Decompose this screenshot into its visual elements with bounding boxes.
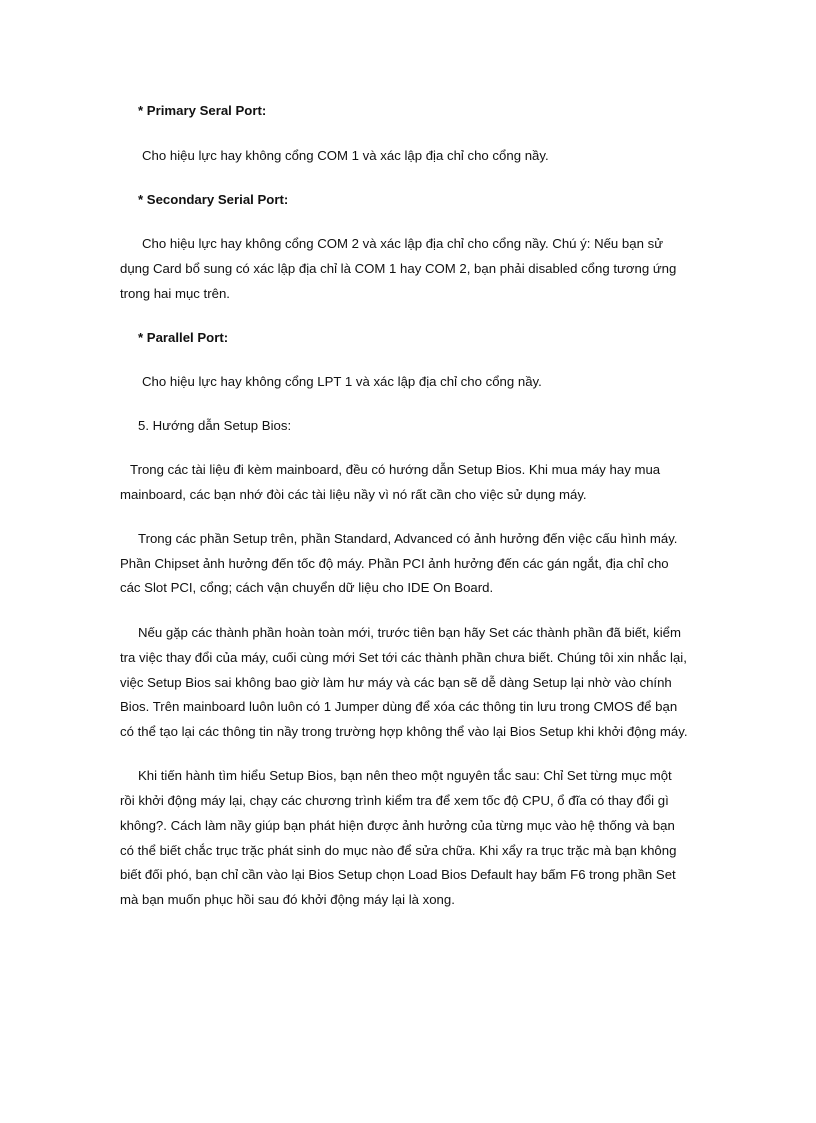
paragraph-4-line-6: mà bạn muốn phục hồi sau đó khởi động máy lại là xong.: [120, 892, 455, 907]
secondary-serial-line-3: trong hai mục trên.: [120, 286, 230, 301]
paragraph-4-line-1: Khi tiến hành tìm hiểu Setup Bios, bạn nên theo một nguyên tắc sau: Chỉ Set từng mục một: [138, 768, 672, 783]
paragraph-4-line-5: biết đối phó, bạn chỉ cần vào lại Bios Setup chọn Load Bios Default hay bấm F6 trong phần Set: [120, 867, 676, 882]
primary-serial-heading: * Primary Seral Port:: [138, 103, 267, 118]
parallel-heading: * Parallel Port:: [138, 330, 229, 345]
secondary-serial-heading: * Secondary Serial Port:: [138, 192, 289, 207]
paragraph-4-line-4: có thể biết chắc trục trặc phát sinh do mục nào để sửa chữa. Khi xẩy ra trục trặc mà bạn không: [120, 843, 677, 858]
paragraph-4-line-3: không?. Cách làm nầy giúp bạn phát hiện được ảnh hưởng của từng mục vào hệ thống và bạn: [120, 818, 675, 833]
paragraph-1-line-1: Trong các tài liệu đi kèm mainboard, đều có hướng dẫn Setup Bios. Khi mua máy hay mua: [130, 462, 661, 477]
paragraph-3-line-1: Nếu gặp các thành phần hoàn toàn mới, trước tiên bạn hãy Set các thành phần đã biết, kiểm: [138, 625, 681, 640]
secondary-serial-line-1: Cho hiệu lực hay không cổng COM 2 và xác lập địa chỉ cho cổng nầy. Chú ý: Nếu bạn sử: [142, 236, 664, 251]
paragraph-3-line-5: có thể tạo lại các thông tin nầy trong trường hợp không thể vào lại Bios Setup khi khởi động máy.: [120, 724, 688, 739]
paragraph-3-line-4: Bios. Trên mainboard luôn luôn có 1 Jumper dùng để xóa các thông tin lưu trong CMOS để bạn: [120, 699, 678, 714]
setup-section-heading: 5. Hướng dẫn Setup Bios:: [138, 418, 292, 433]
parallel-text: Cho hiệu lực hay không cổng LPT 1 và xác lập địa chỉ cho cổng nầy.: [142, 374, 542, 389]
paragraph-1-line-2: mainboard, các bạn nhớ đòi các tài liệu nầy vì nó rất cần cho việc sử dụng máy.: [120, 487, 587, 502]
paragraph-3-line-3: việc Setup Bios sai không bao giờ làm hư máy và các bạn sẽ dễ dàng Setup lại nhờ vào chính: [120, 675, 672, 690]
secondary-serial-line-2: dụng Card bổ sung có xác lập địa chỉ là COM 1 hay COM 2, bạn phải disabled cổng tương ứng: [120, 261, 677, 276]
paragraph-2-line-1: Trong các phần Setup trên, phần Standard, Advanced có ảnh hưởng đến việc cấu hình máy.: [138, 531, 678, 546]
paragraph-4-line-2: rồi khởi động máy lại, chạy các chương trình kiểm tra để xem tốc độ CPU, ổ đĩa có thay đổi gì: [120, 793, 669, 808]
primary-serial-text: Cho hiệu lực hay không cổng COM 1 và xác lập địa chỉ cho cổng nầy.: [142, 148, 549, 163]
paragraph-2-line-2: Phần Chipset ảnh hưởng đến tốc độ máy. Phần PCI ảnh hưởng đến các gán ngắt, địa chỉ cho: [120, 556, 669, 571]
paragraph-3-line-2: tra việc thay đổi của máy, cuối cùng mới Set tới các thành phần chưa biết. Chúng tôi xin nhắc lại,: [120, 650, 687, 665]
paragraph-2-line-3: các Slot PCI, cổng; cách vận chuyển dữ liệu cho IDE On Board.: [120, 580, 494, 595]
